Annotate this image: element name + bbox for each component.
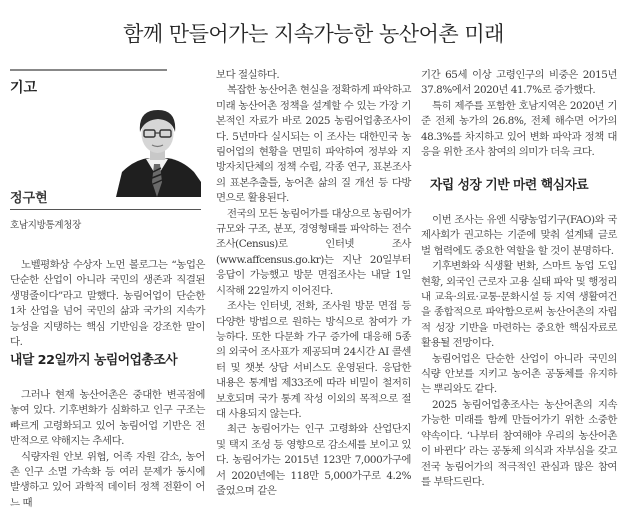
subheading-1: 내달 22일까지 농림어업총조사	[10, 353, 178, 368]
column-3-body	[421, 213, 617, 490]
paragraph: 그러나 현재 농산어촌은 중대한 변곡점에 놓여 있다. 기후변화가 심화하고 인구 구조는 빠르게 고령화되고 있어 농림어업 기반은 전반적으로 약해지는 추세다.	[10, 389, 205, 448]
paragraph: 최근 농림어가는 인구 고령화와 산업단지 및 택지 조성 등 영향으로 감소세를 보이고 있다. 농림어가는 2015년 123만 7,000가구에서 2020년에는 118만 5,000가구로 4.2% 줄었으며 같은	[216, 423, 411, 497]
author-title: 호남지방통계청장	[10, 220, 82, 231]
subheading-2: 자립 성장 기반 마련 핵심자료	[430, 178, 589, 193]
column-2	[216, 68, 411, 499]
author-portrait-icon	[114, 102, 201, 197]
column-3-top	[421, 68, 617, 160]
column-1-body	[10, 388, 205, 511]
paragraph: 기후변화와 식생활 변화, 스마트 농업 도입 현황, 외국인 근로자 고용 실태 파악 및 행정리 내 교육·의료·교통·문화시설 등 지역 생활여건을 종합적으로 파악함으로써 농산어촌의 자립적 성장 기반을 마련하는 중요한 핵심자료로 활용될 전망이다.	[421, 260, 617, 350]
column-1-intro	[10, 258, 205, 350]
paragraph: 식량자원 안보 위협, 어족 자원 감소, 농어촌 인구 소멸 가속화 등 여러 문제가 동시에 발생하고 있어 과학적 데이터 정책 전환이 어느 때	[10, 450, 205, 509]
paragraph: 농림어업은 단순한 산업이 아니라 국민의 식량 안보를 지키고 농어촌 공동체를 유지하는 뿌리와도 같다.	[421, 352, 617, 396]
paragraph: 이번 조사는 유엔 식량농업기구(FAO)와 국제사회가 권고하는 기준에 맞춰 설계돼 글로벌 협력에도 중요한 역할을 할 것이 분명하다.	[421, 214, 617, 257]
author-name: 정구현	[10, 191, 48, 206]
author-photo	[114, 102, 201, 197]
paragraph: 특히 제주를 포함한 호남지역은 2020년 기준 전체 농가의 26.8%, 전체 해수면 어가의 48.3%를 차지하고 있어 변화 파악과 정책 대응을 위한 조사 참여의 의미가 더욱 크다.	[421, 99, 617, 159]
paragraph: 노벨평화상 수상자 노먼 볼로그는 “농업은 단순한 산업이 아니라 국민의 생존과 직결된 생명줄이다”라고 말했다. 농림어업이 단순한 1차 산업을 넘어 국민의 삶과 국가의 지속가능성을 지탱하는 핵심 기반임을 강조한 말이다.	[10, 259, 205, 349]
article-headline: 함께 만들어가는 지속가능한 농산어촌 미래	[123, 22, 504, 46]
section-tag: 기고	[10, 80, 38, 96]
paragraph-continuation: 보다 절실하다.	[216, 69, 280, 81]
paragraph: 전국의 모든 농림어가를 대상으로 농림어가 규모와 구조, 분포, 경영형태를 파악하는 전수조사(Census)로 인터넷 조사(www.affcensus.go.kr)는 지난 20일부터 응답이 가능했고 방문 면접조사는 내달 1일 시작해 22일까지 이어진다.	[216, 207, 411, 297]
paragraph: 복잡한 농산어촌 현실을 정확하게 파악하고 미래 농산어촌 정책을 설계할 수 있는 가장 기본적인 자료가 바로 2025 농림어업총조사이다. 5년마다 실시되는 이 조사는 대한민국 농림어업의 현황을 면밀히 파악하여 정부와 지방자치단체의 정책 수립, 각종 연구, 표본조사의 표본추출틀, 농어촌 삶의 질 개선 등 다방면으로 활용된다.	[216, 84, 411, 205]
section-rule	[10, 69, 167, 71]
paragraph: 조사는 인터넷, 전화, 조사원 방문 면접 등 다양한 방법으로 원하는 방식으로 참여가 가능하다. 또한 다문화 가구 증가에 대응해 5종의 외국어 조사표가 제공되며 24시간 AI 콜센터 및 챗봇 상담 서비스도 운영된다. 응답한 내용은 통계법 제33조에 따라 비밀이 철저히 보호되며 국가 통계 작성 이외의 목적으로 절대 사용되지 않는다.	[216, 300, 411, 420]
paragraph: 2025 농림어업총조사는 농산어촌의 지속가능한 미래를 함께 만들어가기 위한 소중한 약속이다. ‘나부터 참여해야 우리의 농산어촌이 바뀐다’ 라는 공동체 의식과 자부심을 갖고 전국 농림어가의 적극적인 관심과 많은 참여를 부탁드린다.	[421, 398, 617, 488]
paragraph-continuation: 기간 65세 이상 고령인구의 비중은 2015년 37.8%에서 2020년 41.7%로 증가했다.	[421, 69, 617, 97]
author-rule	[10, 209, 201, 210]
